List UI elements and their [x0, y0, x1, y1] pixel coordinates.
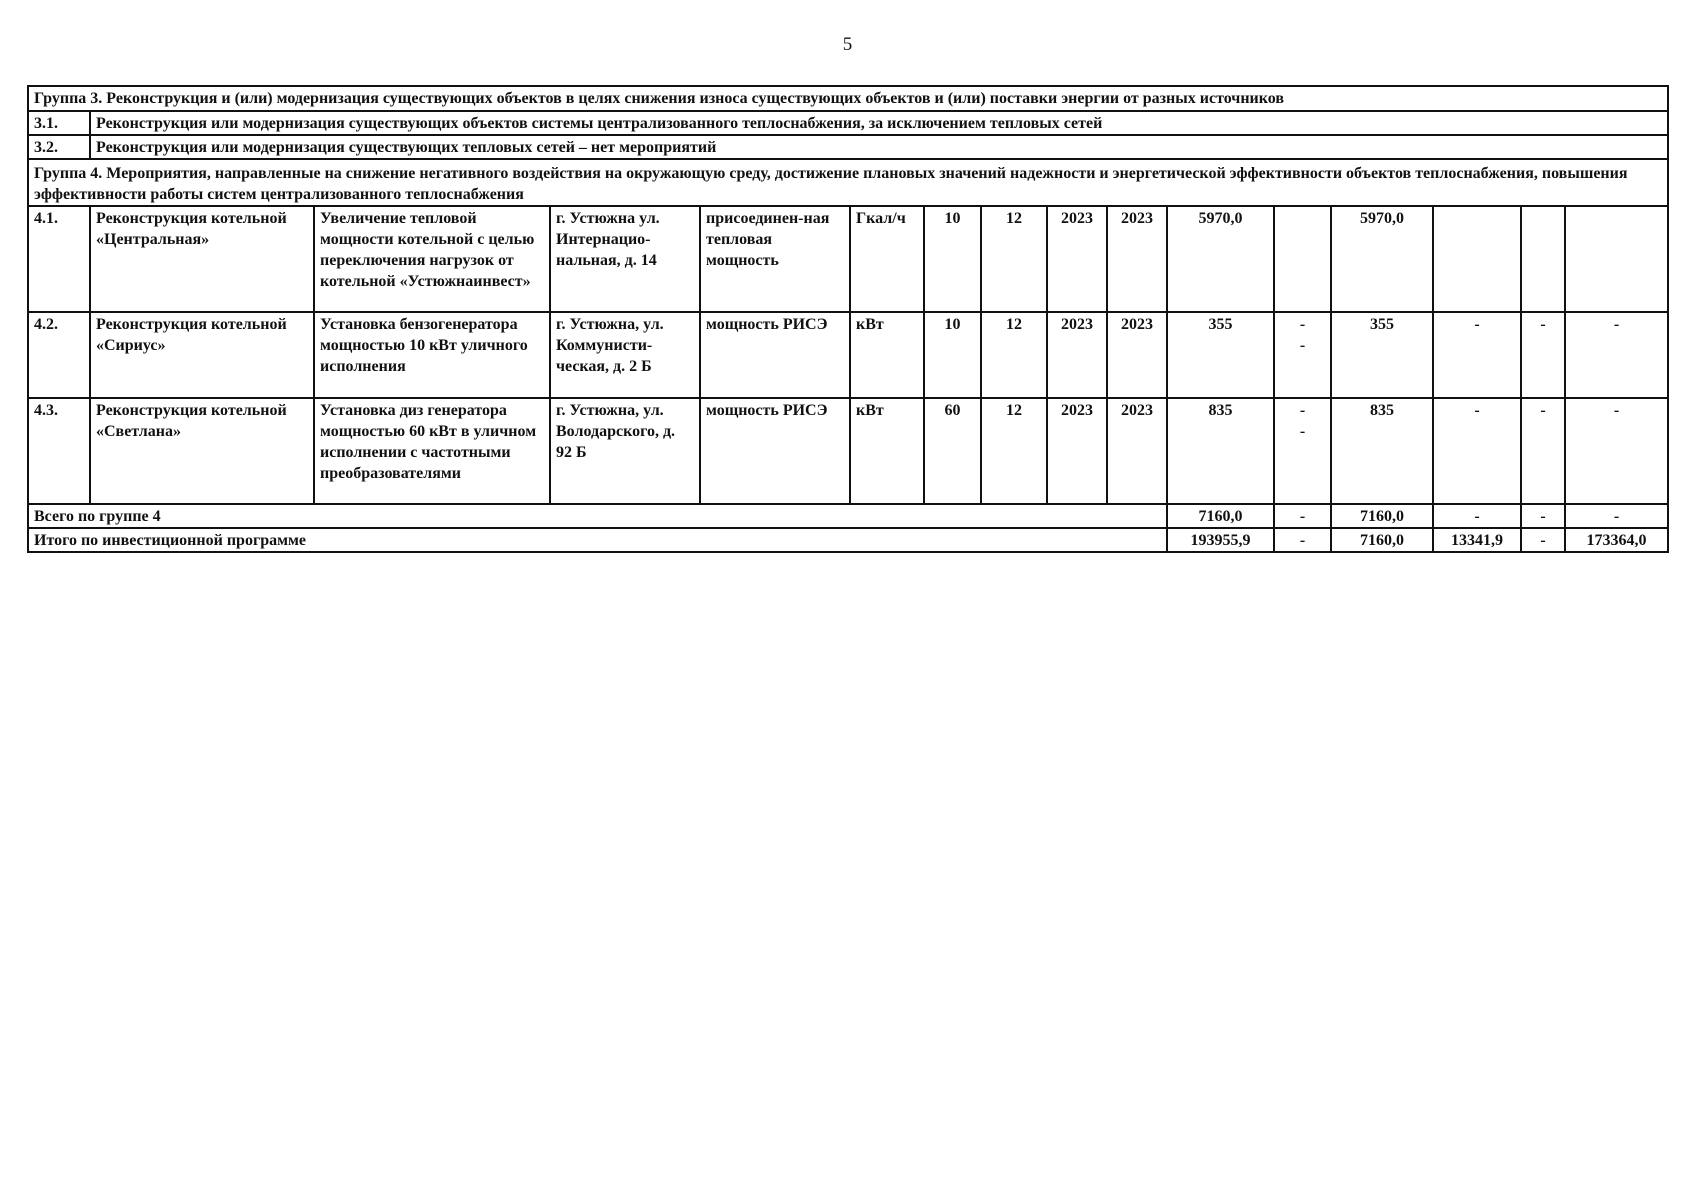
- grand-total-finance-5: 173364,0: [1565, 528, 1668, 552]
- finance-1: [1274, 398, 1331, 504]
- year-end: 2023: [1107, 398, 1167, 504]
- finance-4: -: [1521, 312, 1565, 398]
- group-header-row: [28, 86, 1668, 111]
- object-name: Реконструкция котельной «Светлана»: [90, 398, 314, 504]
- measure-purpose: Увеличение тепловой мощности котельной с целью переключения нагрузок от котельной «Устюжнаинвест»: [314, 206, 550, 312]
- table-row: [28, 398, 1668, 504]
- finance-1-line: -: [1299, 337, 1306, 354]
- finance-2: 355: [1331, 312, 1433, 398]
- grand-total-finance-1: -: [1274, 528, 1331, 552]
- finance-1-line: -: [1299, 423, 1306, 440]
- group-header-row: [28, 159, 1668, 206]
- object-address: г. Устюжна ул. Интернацио-нальная, д. 14: [550, 206, 700, 312]
- value-after: 12: [981, 206, 1047, 312]
- grand-total-total: 193955,9: [1167, 528, 1274, 552]
- year-start: 2023: [1047, 206, 1107, 312]
- grand-total-row: [28, 528, 1668, 552]
- parameter-name: мощность РИСЭ: [700, 312, 850, 398]
- year-start: 2023: [1047, 398, 1107, 504]
- year-start: 2023: [1047, 312, 1107, 398]
- item-text: Реконструкция или модернизация существующих объектов системы централизованного теплоснабжения, за исключением тепловых сетей: [90, 111, 1668, 135]
- measure-purpose: Установка диз генератора мощностью 60 кВт в уличном исполнении с частотными преобразователями: [314, 398, 550, 504]
- grand-total-finance-3: 13341,9: [1433, 528, 1521, 552]
- parameter-name: присоединен-ная тепловая мощность: [700, 206, 850, 312]
- subtotal-finance-2: 7160,0: [1331, 504, 1433, 528]
- unit: Гкал/ч: [850, 206, 924, 312]
- finance-4: -: [1521, 398, 1565, 504]
- parameter-name: мощность РИСЭ: [700, 398, 850, 504]
- subtotal-label: Всего по группе 4: [28, 504, 1167, 528]
- total-cost: 355: [1167, 312, 1274, 398]
- item-number: 3.2.: [28, 135, 90, 159]
- finance-3: -: [1433, 398, 1521, 504]
- subtotal-total: 7160,0: [1167, 504, 1274, 528]
- finance-1: [1274, 312, 1331, 398]
- finance-3: [1433, 206, 1521, 312]
- row-number: 4.1.: [28, 206, 90, 312]
- value-before: 10: [924, 312, 981, 398]
- group-4-title: Группа 4. Мероприятия, направленные на снижение негативного воздействия на окружающую среду, достижение плановых значений надежности и энергетической эффективности объектов теплоснабжения, повышения эффективности работы систем централизованного теплоснабжения: [28, 159, 1668, 206]
- row-number: 4.3.: [28, 398, 90, 504]
- finance-2: 5970,0: [1331, 206, 1433, 312]
- value-before: 60: [924, 398, 981, 504]
- grand-total-finance-4: -: [1521, 528, 1565, 552]
- finance-3: -: [1433, 312, 1521, 398]
- table-row: [28, 206, 1668, 312]
- table-row: [28, 312, 1668, 398]
- row-number: 4.2.: [28, 312, 90, 398]
- measure-purpose: Установка бензогенератора мощностью 10 кВт уличного исполнения: [314, 312, 550, 398]
- group-3-title: Группа 3. Реконструкция и (или) модернизация существующих объектов в целях снижения износа существующих объектов и (или) поставки энергии от разных источников: [28, 86, 1668, 111]
- group-item-row: [28, 135, 1668, 159]
- object-address: г. Устюжна, ул. Володарского, д. 92 Б: [550, 398, 700, 504]
- finance-1-line: -: [1299, 402, 1306, 419]
- item-text: Реконструкция или модернизация существующих тепловых сетей – нет мероприятий: [90, 135, 1668, 159]
- value-after: 12: [981, 398, 1047, 504]
- grand-total-finance-2: 7160,0: [1331, 528, 1433, 552]
- finance-5: [1565, 206, 1668, 312]
- finance-5: -: [1565, 312, 1668, 398]
- object-name: Реконструкция котельной «Сириус»: [90, 312, 314, 398]
- finance-2: 835: [1331, 398, 1433, 504]
- subtotal-finance-1: -: [1274, 504, 1331, 528]
- finance-4: [1521, 206, 1565, 312]
- year-end: 2023: [1107, 312, 1167, 398]
- object-address: г. Устюжна, ул. Коммунисти-ческая, д. 2 Б: [550, 312, 700, 398]
- subtotal-row: [28, 504, 1668, 528]
- year-end: 2023: [1107, 206, 1167, 312]
- finance-5: -: [1565, 398, 1668, 504]
- subtotal-finance-5: -: [1565, 504, 1668, 528]
- finance-1: [1274, 206, 1331, 312]
- value-after: 12: [981, 312, 1047, 398]
- value-before: 10: [924, 206, 981, 312]
- total-cost: 835: [1167, 398, 1274, 504]
- object-name: Реконструкция котельной «Центральная»: [90, 206, 314, 312]
- unit: кВт: [850, 398, 924, 504]
- subtotal-finance-3: -: [1433, 504, 1521, 528]
- total-cost: 5970,0: [1167, 206, 1274, 312]
- investment-program-table: [27, 85, 1669, 553]
- subtotal-finance-4: -: [1521, 504, 1565, 528]
- grand-total-label: Итого по инвестиционной программе: [28, 528, 1167, 552]
- unit: кВт: [850, 312, 924, 398]
- item-number: 3.1.: [28, 111, 90, 135]
- group-item-row: [28, 111, 1668, 135]
- finance-1-line: -: [1299, 316, 1306, 333]
- page-number: 5: [842, 34, 853, 55]
